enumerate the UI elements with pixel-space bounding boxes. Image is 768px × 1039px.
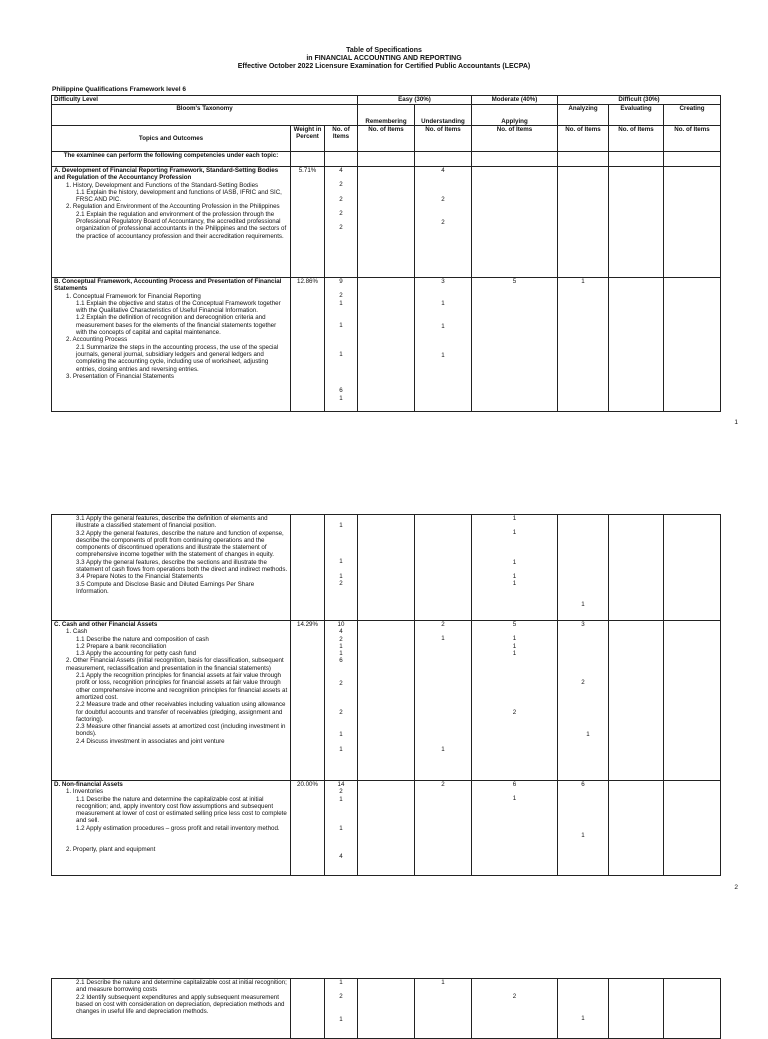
section-b-item-2: 2. Accounting Process (66, 336, 128, 344)
c-l24-und: 1 (441, 745, 445, 753)
section-d-weight: 20.00% (291, 781, 325, 876)
section-a-num-items (325, 167, 358, 278)
specifications-table-page3 (51, 978, 721, 1039)
num-items-header: No. of Items (325, 126, 358, 152)
section-b-item-3-1: 3.1 Apply the general features, describe the definition of elements and illustrate a classified statement of financial position. (76, 515, 268, 530)
section-b-item-3-3: 3.3 Apply the general features, describe the sections and illustrate the statement of cash flows from operations both the direct and indirect methods. (76, 558, 288, 574)
section-c-item-2-2: 2.2 Measure trade and other receivables including valuation using allowance for doubtful accounts and transfer of receivables (pledging, assignment and factoring). (76, 701, 286, 723)
section-b-topics (52, 278, 291, 412)
c-und: 2 (441, 621, 445, 628)
b-l3-num: 6 (339, 387, 343, 395)
und-items-header: No. of Items (415, 126, 472, 152)
page-number-1: 1 (734, 419, 738, 426)
c-l12-app: 1 (512, 642, 517, 650)
section-c-num-items (325, 621, 358, 781)
section-c-analyzing (558, 621, 609, 781)
a-l1-num: 2 (339, 181, 343, 189)
c-app: 5 (512, 621, 517, 628)
understanding-label: Understanding (415, 105, 472, 126)
evaluating-label: Evaluating (609, 105, 664, 126)
section-a-title: A. Development of Financial Reporting Framework, Standard-Setting Bodies and Regulation of the Accountancy Profession (54, 167, 279, 182)
section-d-item-2: 2. Property, plant and equipment (66, 846, 156, 854)
section-b-num-items (325, 278, 358, 412)
section-d-num-items (325, 781, 358, 876)
b-l34-app: 1 (512, 572, 517, 580)
competencies-intro: The examinee can perform the following competencies under each topic: (52, 152, 291, 167)
section-c-item-2-4: 2.4 Discuss investment in associates and joint venture (76, 737, 225, 745)
specifications-table-page1 (51, 95, 721, 412)
b-num: 9 (339, 278, 343, 285)
c-l22-app: 2 (512, 709, 517, 717)
section-a-item-2: 2. Regulation and Environment of the Accounting Profession in the Philippines (66, 203, 280, 211)
b-l35-app: 1 (512, 580, 517, 588)
section-d-understanding: 2 (415, 781, 472, 876)
rem-items-header: No. of Items (358, 126, 415, 152)
d-l12-num: 1 (339, 824, 343, 832)
applying-label: Applying (472, 105, 558, 126)
section-b-item-3-4: 3.4 Prepare Notes to the Financial Statements (76, 573, 203, 581)
section-b-weight: 12.86% (291, 278, 325, 412)
d-l12-ana: 1 (581, 832, 585, 840)
b-l31-app: 1 (512, 515, 517, 522)
section-d-topics (52, 781, 291, 876)
b-l33-num: 1 (339, 572, 343, 580)
section-c-item-1-2: 1.2 Prepare a bank reconciliation (76, 642, 167, 650)
d-l23-ana: 1 (581, 1015, 585, 1022)
c-l13-num: 1 (339, 650, 343, 658)
section-c-item-2: 2. Other Financial Assets (initial recognition, basis for classification, subsequent measurement, reclassification and presentation in the financial statements) (66, 657, 284, 672)
b-l21-num: 1 (339, 351, 343, 359)
b-l32-num: 1 (339, 558, 343, 566)
c-l23-num: 1 (339, 731, 343, 739)
b-l33-app: 1 (512, 558, 517, 566)
section-c-weight: 14.29% (291, 621, 325, 781)
section-a-item-2-1: 2.1 Explain the regulation and environment of the profession through the Professional Regulatory Board of Accountancy, the accredited professional organization of professional accountants in the Philippines and the sectors of the practice of accountancy profession and their accreditation requirements. (76, 210, 287, 240)
remembering-label: Remembering (358, 105, 415, 126)
section-d-cont-understanding: 1 (415, 979, 472, 1039)
section-d-continued-topics (52, 979, 291, 1039)
section-b-item-3-5: 3.5 Compute and Disclose Basic and Diluted Earnings Per Share Information. (76, 580, 255, 595)
section-c-item-1: 1. Cash (66, 628, 88, 636)
analyzing-label: Analyzing (558, 105, 609, 126)
cre-items-header: No. of Items (664, 126, 721, 152)
section-b-continued-topics (52, 515, 291, 621)
c-l22-num: 2 (339, 709, 343, 717)
section-c-applying (472, 621, 558, 781)
section-c-item-1-1: 1.1 Describe the nature and composition of cash (76, 635, 209, 643)
ana-items-header: No. of Items (558, 126, 609, 152)
section-b-cont-num-items (325, 515, 358, 621)
a-und: 4 (441, 167, 445, 174)
c-l12-num: 1 (339, 642, 343, 650)
section-a-topics (52, 167, 291, 278)
a-num: 4 (339, 167, 343, 174)
section-d-title: D. Non-financial Assets (54, 781, 123, 788)
specifications-table-page2 (51, 514, 721, 876)
d-num: 14 (337, 781, 345, 788)
section-c-item-2-3: 2.3 Measure other financial assets at amortized cost (including investment in bonds). (76, 723, 286, 738)
a-l21-und: 2 (441, 218, 445, 226)
c-ana: 3 (581, 621, 585, 628)
header-effectivity: Effective October 2022 Licensure Examination for Certified Public Accountants (LECPA) (237, 63, 531, 70)
d-ana: 6 (581, 781, 585, 788)
section-d-cont-applying (472, 979, 558, 1039)
d-l11-num: 1 (339, 795, 343, 803)
section-d-item-1-2: 1.2 Apply estimation procedures – gross profit and retail inventory method. (76, 824, 280, 832)
b-l34-num: 2 (339, 579, 343, 587)
difficult-label: Difficult (30%) (558, 96, 721, 105)
section-c-item-2-1: 2.1 Apply the recognition principles for financial assets at fair value through profit or loss, recognition principles for financial assets at fair value through other comprehensive income and recognition principles for financial assets at amortized cost. (76, 672, 288, 701)
section-d-item-1-1: 1.1 Describe the nature and determine the capitalizable cost at initial recognition; and, apply inventory cost flow assumptions and subsequent measurement at lower of cost or estimated selling price less cost to complete and sell. (76, 795, 287, 825)
section-b-item-2-1: 2.1 Summarize the steps in the accounting process, the use of the special journals, general journal, subsidiary ledgers and general ledgers and completing the accounting cycle, including use of worksheet, adjusting entries, closing entries and reversing entries. (76, 343, 279, 373)
c-l11-num: 2 (339, 635, 343, 643)
section-c-understanding (415, 621, 472, 781)
section-b-item-3: 3. Presentation of Financial Statements (66, 372, 174, 380)
pqf-label: Philippine Qualifications Framework level 6 (52, 86, 187, 93)
b-l3-num-2: 1 (339, 394, 343, 402)
header-title: Table of Specifications (346, 47, 422, 54)
section-d-cont-num-items (325, 979, 358, 1039)
section-b-item-1: 1. Conceptual Framework for Financial Reporting (66, 292, 201, 300)
c-l21-num: 2 (339, 679, 343, 687)
d-l2-num: 4 (339, 853, 343, 861)
section-a-weight: 5.71% (291, 167, 325, 278)
app-items-header: No. of Items (472, 126, 558, 152)
section-a-understanding (415, 167, 472, 278)
page-number-2: 2 (734, 884, 738, 891)
section-b-item-1-1: 1.1 Explain the objective and status of the Conceptual Framework together with the Qualitative Characteristics of Useful Financial Information. (76, 299, 281, 315)
topics-header: Topics and Outcomes (52, 126, 291, 152)
section-b-cont-analyzing (558, 515, 609, 621)
c-l24-num: 1 (339, 745, 343, 753)
c-l21-ana: 2 (581, 679, 585, 687)
section-d-item-1: 1. Inventories (66, 788, 104, 796)
section-d-applying (472, 781, 558, 876)
creating-label: Creating (664, 105, 721, 126)
section-d-item-2-1: 2.1 Describe the nature and determine capitalizable cost at initial recognition; and measure borrowing costs (76, 979, 287, 994)
b-und: 3 (441, 278, 445, 285)
section-d-item-2-2: 2.2 Identify subsequent expenditures and apply subsequent measurement based on cost with consideration on depreciation, depreciation methods and changes in useful life and depreciation methods. (76, 993, 285, 1016)
header-subject: in FINANCIAL ACCOUNTING AND REPORTING (306, 55, 462, 62)
section-c-topics (52, 621, 291, 781)
b-l21-und: 1 (441, 351, 445, 359)
b-l11-und: 1 (441, 300, 445, 308)
a-l2-num: 2 (339, 209, 343, 217)
section-b-item-3-2: 3.2 Apply the general features, describe the nature and function of expense, describe the components of profit from continuing operations and the components of discontinued operations and illustrate the statement of comprehensive income together with the statement of changes in equity. (76, 529, 284, 559)
d-l23-num: 1 (339, 1015, 343, 1023)
section-b-applying: 5 (472, 278, 558, 412)
b-l12-und: 1 (441, 322, 445, 330)
section-c-title: C. Cash and other Financial Assets (54, 621, 158, 628)
document-header (0, 47, 768, 71)
c-l1-num: 4 (339, 628, 343, 636)
c-l11-app: 1 (512, 635, 517, 643)
c-l11-und: 1 (441, 635, 445, 643)
d-l22-num: 2 (339, 993, 343, 1001)
a-l21-num: 2 (339, 224, 343, 232)
c-l2-num: 6 (339, 657, 343, 665)
b-l11-num: 1 (339, 299, 343, 307)
moderate-label: Moderate (40%) (472, 96, 558, 105)
easy-label: Easy (30%) (358, 96, 472, 105)
c-l23-ana: 1 (586, 730, 590, 738)
section-b-analyzing: 1 (558, 278, 609, 412)
weight-header: Weight in Percent (291, 126, 325, 152)
eva-items-header: No. of Items (609, 126, 664, 152)
difficulty-level-label: Difficulty Level (52, 96, 358, 105)
section-b-item-1-2: 1.2 Explain the definition of recognition and derecognition criteria and measurement bases for the elements of the financial statements together with the concepts of capital and capital maintenance. (76, 314, 277, 337)
d-l1-num: 2 (339, 788, 343, 796)
section-d-analyzing (558, 781, 609, 876)
d-l11-app: 1 (512, 795, 517, 803)
b-l32-app: 1 (512, 529, 517, 537)
d-app: 6 (512, 781, 517, 788)
a-l11-und: 2 (441, 196, 445, 204)
c-l13-app: 1 (512, 649, 517, 657)
b-l12-num: 1 (339, 321, 343, 329)
d-l22-app: 2 (512, 993, 517, 1000)
section-a-item-1: 1. History, Development and Functions of the Standard-Setting Bodies (66, 181, 259, 189)
c-num: 10 (337, 621, 345, 628)
section-b-understanding (415, 278, 472, 412)
blooms-taxonomy-label: Bloom's Taxonomy (52, 105, 358, 126)
section-a-item-1-1: 1.1 Explain the history, development and functions of IASB, IFRIC and SIC, FRSC AND PIC. (76, 188, 282, 204)
section-d-cont-analyzing (558, 979, 609, 1039)
b-l35-ana: 1 (581, 601, 585, 608)
section-c-item-1-3: 1.3 Apply the accounting for petty cash fund (76, 650, 197, 658)
b-l31-num: 1 (339, 522, 343, 529)
section-b-title: B. Conceptual Framework, Accounting Process and Presentation of Financial Statements (54, 278, 282, 293)
d-l21-num: 1 (339, 979, 343, 986)
section-b-cont-applying (472, 515, 558, 621)
b-l1-num: 2 (339, 292, 343, 300)
a-l11-num: 2 (339, 195, 343, 203)
